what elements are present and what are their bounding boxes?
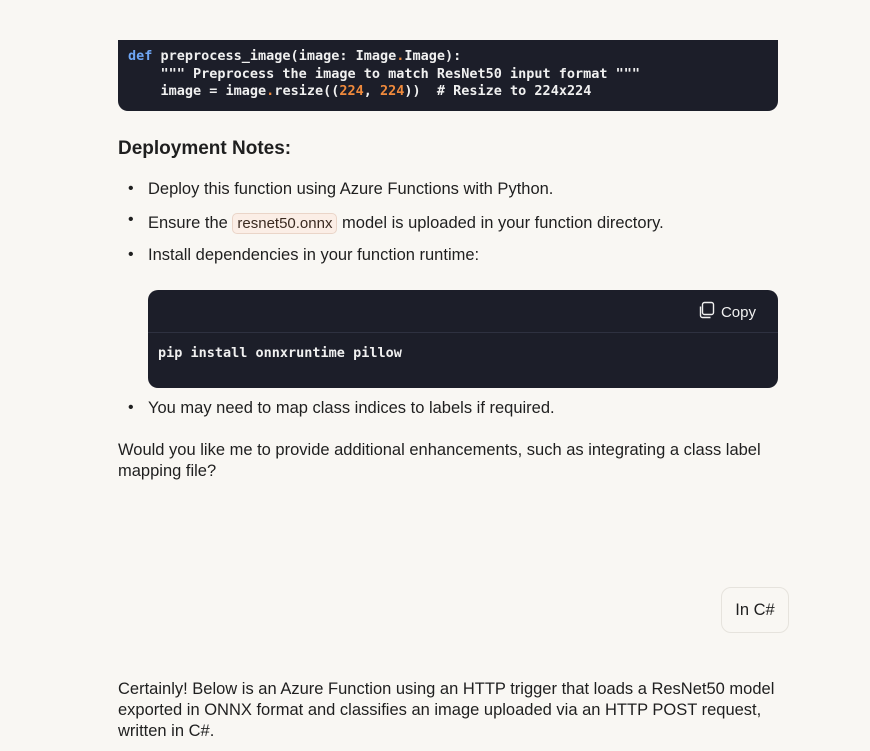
bullet-marker: • (128, 246, 134, 263)
code-block-header (148, 290, 778, 333)
bullet-marker: • (128, 399, 134, 416)
code-text: image = image (128, 83, 267, 99)
deployment-heading: Deployment Notes: (118, 138, 292, 159)
list-item: Install dependencies in your function runtime: (148, 246, 480, 264)
assistant-follow-up: Would you like me to provide additional enhancements, such as integrating a class label mapping file? (118, 441, 761, 480)
code-text: resize(( (274, 83, 340, 99)
code-keyword: def (128, 48, 153, 64)
code-text: Image): (404, 48, 462, 64)
code-text: )) # Resize to 224x224 (404, 83, 592, 99)
code-number: 224 (380, 83, 405, 99)
code-punct: . (396, 48, 405, 64)
assistant-response: Certainly! Below is an Azure Function using an HTTP trigger that loads a ResNet50 model exported in ONNX format and classifies an image uploaded via an HTTP POST request, written in C#. (118, 680, 775, 740)
inline-code: resnet50.onnx (232, 213, 337, 234)
code-line (128, 48, 461, 64)
copy-label: Copy (720, 303, 756, 321)
code-content: pip install onnxruntime pillow (158, 345, 402, 361)
code-line (128, 83, 591, 99)
code-line: """ Preprocess the image to match ResNet50 input format """ (128, 65, 641, 82)
python-code-block (118, 40, 778, 111)
list-item: Deploy this function using Azure Functions with Python. (148, 180, 554, 198)
copy-icon (697, 301, 715, 323)
bullet-marker: • (128, 211, 134, 228)
list-item-text: model is uploaded in your function directory. (337, 214, 664, 232)
list-item: You may need to map class indices to labels if required. (148, 399, 555, 417)
code-text: preprocess_image(image: Image (152, 48, 397, 64)
code-punct: . (266, 83, 275, 99)
code-text: , (363, 83, 380, 99)
copy-button[interactable] (697, 301, 756, 323)
shell-code-block (148, 290, 778, 388)
list-item (148, 213, 664, 234)
bullet-marker: • (128, 180, 134, 197)
list-item-text: Ensure the (148, 214, 233, 232)
code-number: 224 (339, 83, 364, 99)
user-message-bubble: In C# (721, 587, 789, 633)
